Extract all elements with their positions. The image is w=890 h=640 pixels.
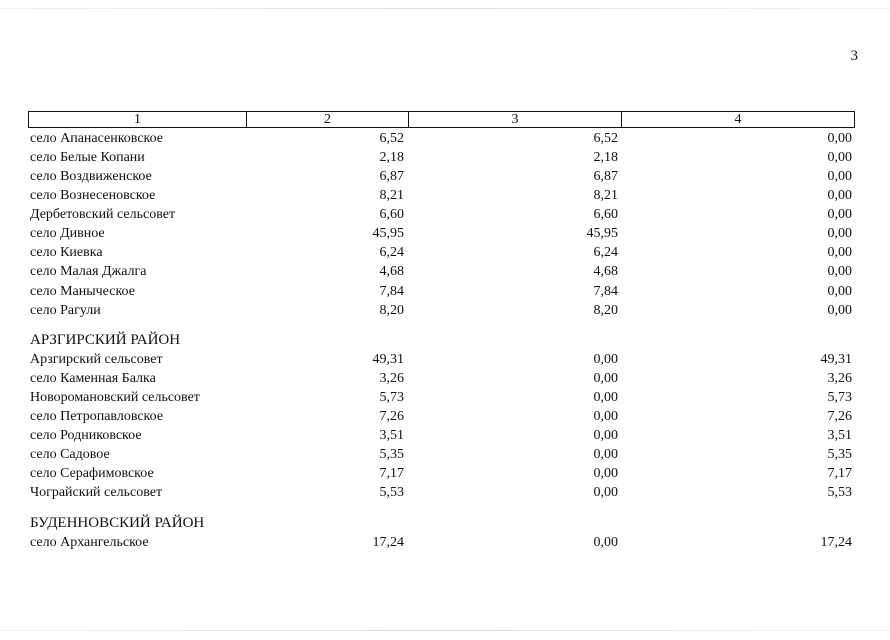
row-name: село Воздвиженское: [30, 169, 152, 184]
row-name: село Каменная Балка: [30, 371, 156, 386]
row-value-col2: 7,17: [379, 466, 404, 481]
row-value-col3: 6,60: [593, 207, 618, 222]
table-row: [0, 464, 890, 483]
row-value-col3: 4,68: [593, 264, 618, 279]
row-value-col2: 8,20: [379, 303, 404, 318]
row-value-col2: 7,84: [379, 284, 404, 299]
row-value-col3: 0,00: [593, 428, 618, 443]
row-name: Новоромановский сельсовет: [30, 390, 200, 405]
row-value-col3: 0,00: [593, 535, 618, 550]
row-name: село Киевка: [30, 245, 103, 260]
row-name: село Серафимовское: [30, 466, 154, 481]
table-row: [0, 129, 890, 148]
table-row: [0, 483, 890, 502]
row-value-col3: 45,95: [586, 226, 618, 241]
row-value-col3: 7,84: [593, 284, 618, 299]
table-row: [0, 407, 890, 426]
page-number: 3: [850, 48, 858, 64]
row-value-col4: 49,31: [820, 352, 852, 367]
row-name: село Малая Джалга: [30, 264, 147, 279]
table-row: [0, 262, 890, 281]
row-value-col4: 3,51: [827, 428, 852, 443]
row-value-col4: 0,00: [827, 169, 852, 184]
row-value-col4: 0,00: [827, 188, 852, 203]
row-value-col4: 0,00: [827, 131, 852, 146]
row-value-col4: 7,26: [827, 409, 852, 424]
row-name: Дербетовский сельсовет: [30, 207, 176, 222]
row-value-col2: 17,24: [372, 535, 404, 550]
row-value-col3: 0,00: [593, 485, 618, 500]
row-value-col2: 5,53: [379, 485, 404, 500]
column-header-3: 3: [409, 112, 622, 127]
row-name: село Вознесеновское: [30, 188, 156, 203]
row-value-col3: 8,21: [593, 188, 618, 203]
row-value-col4: 0,00: [827, 264, 852, 279]
row-value-col4: 0,00: [827, 245, 852, 260]
row-value-col3: 6,87: [593, 169, 618, 184]
row-value-col4: 5,53: [827, 485, 852, 500]
row-name: село Маныческое: [30, 284, 135, 299]
row-value-col4: 3,26: [827, 371, 852, 386]
district-heading: АРЗГИРСКИЙ РАЙОН: [30, 332, 181, 348]
scan-edge-top: [0, 8, 890, 9]
row-value-col4: 0,00: [827, 303, 852, 318]
table-row: [0, 533, 890, 552]
column-header-4: 4: [734, 112, 742, 127]
district-heading: БУДЕННОВСКИЙ РАЙОН: [30, 515, 205, 531]
row-value-col2: 5,35: [379, 447, 404, 462]
table-row: [0, 167, 890, 186]
row-value-col3: 0,00: [593, 352, 618, 367]
row-value-col2: 2,18: [379, 150, 404, 165]
row-value-col3: 8,20: [593, 303, 618, 318]
row-value-col4: 5,35: [827, 447, 852, 462]
row-value-col2: 6,52: [379, 131, 404, 146]
column-header-row: [28, 111, 855, 128]
row-value-col2: 6,60: [379, 207, 404, 222]
row-value-col2: 7,26: [379, 409, 404, 424]
row-value-col4: 5,73: [827, 390, 852, 405]
table-row: [0, 426, 890, 445]
table-row: [0, 224, 890, 243]
row-value-col4: 0,00: [827, 150, 852, 165]
table-row: [0, 205, 890, 224]
table-row: [0, 301, 890, 320]
row-value-col3: 0,00: [593, 447, 618, 462]
row-value-col3: 0,00: [593, 466, 618, 481]
row-name: село Дивное: [30, 226, 105, 241]
table-row: [0, 282, 890, 301]
table-row: [0, 186, 890, 205]
row-value-col2: 6,24: [379, 245, 404, 260]
row-name: село Апанасенковское: [30, 131, 164, 146]
row-name: село Рагули: [30, 303, 101, 318]
table-row: [0, 445, 890, 464]
row-value-col3: 0,00: [593, 390, 618, 405]
column-header-1: 1: [29, 112, 247, 127]
row-value-col4: 17,24: [820, 535, 852, 550]
row-name: Чограйский сельсовет: [30, 485, 163, 500]
table-row: [0, 243, 890, 262]
table-row: [0, 148, 890, 167]
row-value-col3: 0,00: [593, 371, 618, 386]
row-name: село Родниковское: [30, 428, 142, 443]
row-name: село Архангельское: [30, 535, 149, 550]
row-value-col4: 7,17: [827, 466, 852, 481]
row-value-col2: 3,26: [379, 371, 404, 386]
table-row: [0, 350, 890, 369]
row-name: село Садовое: [30, 447, 110, 462]
row-name: село Петропавловское: [30, 409, 164, 424]
row-name: село Белые Копани: [30, 150, 145, 165]
row-value-col2: 45,95: [372, 226, 404, 241]
row-value-col3: 0,00: [593, 409, 618, 424]
table-row: [0, 369, 890, 388]
row-value-col3: 6,52: [593, 131, 618, 146]
row-value-col4: 0,00: [827, 284, 852, 299]
row-value-col2: 5,73: [379, 390, 404, 405]
row-value-col2: 6,87: [379, 169, 404, 184]
column-header-2: 2: [247, 112, 409, 127]
row-value-col2: 3,51: [379, 428, 404, 443]
row-value-col3: 2,18: [593, 150, 618, 165]
row-value-col2: 8,21: [379, 188, 404, 203]
row-value-col2: 49,31: [372, 352, 404, 367]
row-value-col3: 6,24: [593, 245, 618, 260]
row-value-col4: 0,00: [827, 207, 852, 222]
row-value-col2: 4,68: [379, 264, 404, 279]
scan-edge-bottom: [0, 630, 890, 631]
table-row: [0, 388, 890, 407]
row-value-col4: 0,00: [827, 226, 852, 241]
row-name: Арзгирский сельсовет: [30, 352, 163, 367]
